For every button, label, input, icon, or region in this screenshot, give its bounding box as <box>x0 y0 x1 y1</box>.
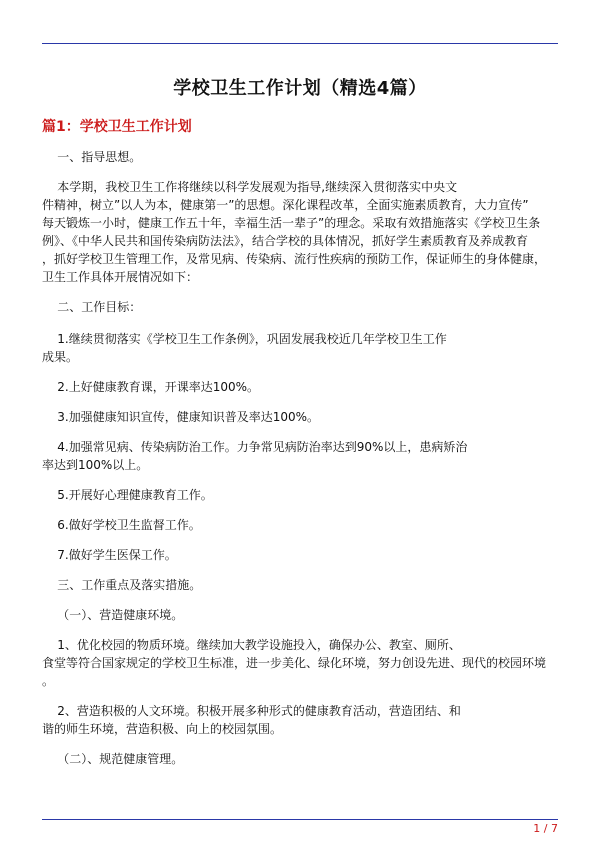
paragraph-goal-1: 1.继续贯彻落实《学校卫生工作条例》，巩固发展我校近几年学校卫生工作 成果。 <box>42 332 447 364</box>
footer-rule <box>42 819 558 820</box>
header-rule <box>42 43 558 44</box>
paragraph-goal-5: 5.开展好心理健康教育工作。 <box>42 488 213 502</box>
section-heading: 篇1：学校卫生工作计划 <box>42 119 192 135</box>
paragraph-guiding-ideology-body: 本学期，我校卫生工作将继续以科学发展观为指导,继续深入贯彻落实中央文 件精神，树立”以人为本，健康第一”的思想。深化课程改革，全面实施素质教育，大力宣传” 每天锻炼一小时，健康工作五十年，幸福生活一辈子”的理念。采取有效措施落实《学校卫生条 例》、《中华人民共和国传染病防法法》，结合学校的具体情况，抓好学生素质教育及养成教育 ，抓好学校卫生管理工作，及常见病、传染病、流行性疾病的预防工作，保证师生的身体健康， 卫生工作具体开展情况如下： <box>42 180 547 284</box>
paragraph-goals-heading: 二、工作目标： <box>42 300 142 314</box>
page-number: 1 / 7 <box>533 822 558 835</box>
paragraph-goal-6: 6.做好学校卫生监督工作。 <box>42 518 201 532</box>
paragraph-measure-2: 2、营造积极的人文环境。积极开展多种形式的健康教育活动，营造团结、和 谐的师生环境，营造积极、向上的校园氛围。 <box>42 704 461 736</box>
paragraph-subsection-2: （二）、规范健康管理。 <box>42 752 184 766</box>
paragraph-goal-7: 7.做好学生医保工作。 <box>42 548 177 562</box>
paragraph-guiding-ideology-heading: 一、指导思想。 <box>42 150 142 164</box>
paragraph-goal-3: 3.加强健康知识宣传，健康知识普及率达100%。 <box>42 410 320 424</box>
paragraph-subsection-1: （一）、营造健康环境。 <box>42 608 184 622</box>
paragraph-measure-1: 1、优化校园的物质环境。继续加大教学设施投入，确保办公、教室、厕所、 食堂等符合国家规定的学校卫生标准，进一步美化、绿化环境，努力创设先进、现代的校园环境 。 <box>42 638 547 688</box>
paragraph-goal-2: 2.上好健康教育课，开课率达100%。 <box>42 380 260 394</box>
paragraph-measures-heading: 三、工作重点及落实措施。 <box>42 578 202 592</box>
document-title: 学校卫生工作计划（精选4篇） <box>173 78 427 99</box>
paragraph-goal-4: 4.加强常见病、传染病防治工作。力争常见病防治率达到90%以上，患病矫治 率达到100%以上。 <box>42 440 468 472</box>
